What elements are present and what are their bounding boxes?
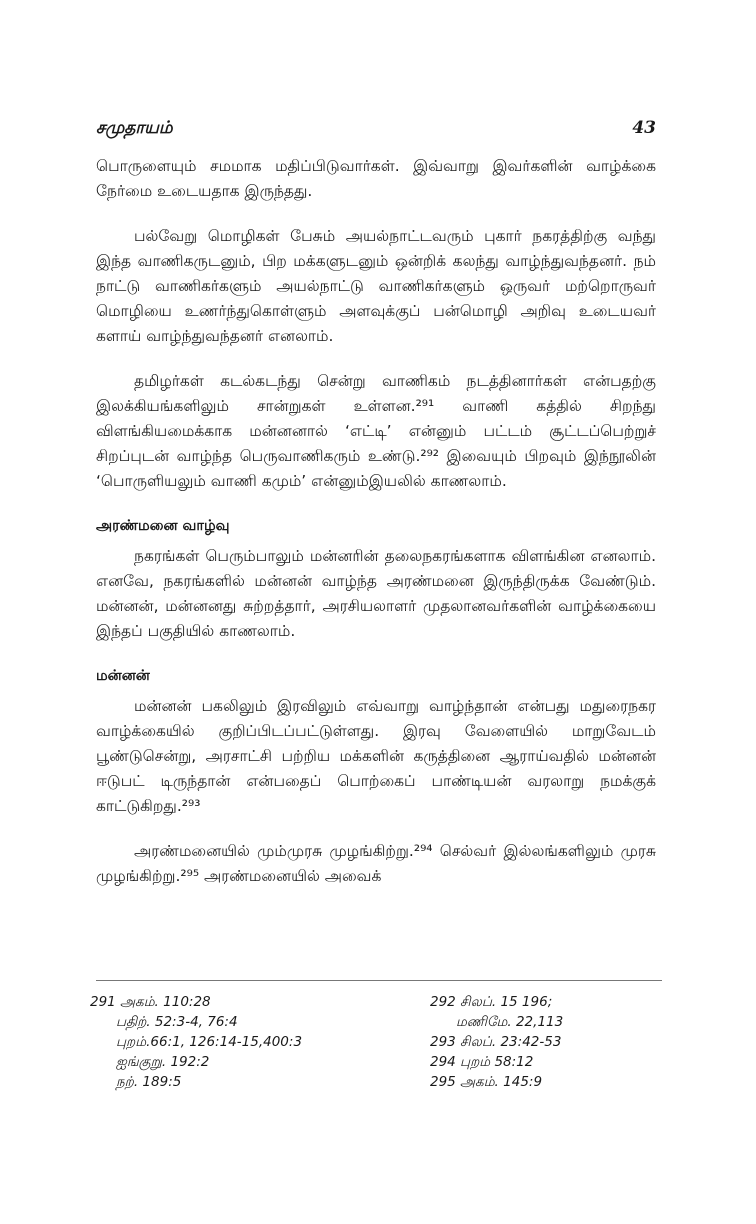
paragraph-3: தமிழர்கள் கடல்கடந்து சென்று வாணிகம் நடத்தினார்கள் என்பதற்கு இலக்கியங்களிலும் சான்றுகள் உள்ளன.²⁹¹ வாணி கத்தில் சிறந்து விளங்கியமைக்காக மன்னனால் ‘எட்டி’ என்னும் பட்டம் சூட்டப்பெற்றுச் சிறப்புடன் வாழ்ந்த பெருவாணிகரும் உண்டு.²⁹² இவையும் பிறவும் இந்நூலின் ‘பொருளியலும் வாணி கமும்’ என்னும்இயலில் காணலாம்.	[96, 372, 656, 490]
footnote-line: புறம்.66:1, 126:14-15,400:3	[116, 1034, 303, 1050]
footnote-divider	[96, 980, 662, 981]
footnote-line: 291 அகம். 110:28	[90, 994, 211, 1010]
footnote-line: நற். 189:5	[116, 1074, 182, 1090]
footnotes-left-column	[90, 992, 390, 1092]
page-number: 43	[632, 118, 656, 138]
paragraph-6: அரண்மனையில் மும்முரசு முழங்கிற்று.²⁹⁴ செல்வர் இல்லங்களிலும் முரசு முழங்கிற்று.²⁹⁵ அரண்மனையில் அவைக்	[96, 842, 656, 885]
paragraph-4: நகரங்கள் பெரும்பாலும் மன்னரின் தலைநகரங்களாக விளங்கின எனலாம். எனவே, நகரங்களில் மன்னன் வாழ்ந்த அரண்மனை இருந்திருக்க வேண்டும். மன்னன், மன்னனது சுற்றத்தார், அரசியலாளர் முதலானவர்களின் வாழ்க்கையை இந்தப் பகுதியில் காணலாம்.	[96, 547, 656, 640]
footnote-line: மணிமே. 22,113	[456, 1014, 564, 1030]
page-content	[96, 118, 656, 889]
section-heading-palace-life: அரண்மனை வாழ்வு	[96, 518, 230, 534]
running-title: சமுதாயம்	[96, 118, 173, 138]
footnote-line: ஐங்குறு. 192:2	[116, 1054, 210, 1070]
footnotes-right-column	[430, 992, 670, 1092]
paragraph-5: மன்னன் பகலிலும் இரவிலும் எவ்வாறு வாழ்ந்தான் என்பது மதுரைநகர வாழ்க்கையில் குறிப்பிடப்பட்டுள்ளது. இரவு வேளையில் மாறுவேடம் பூண்டுசென்று, அரசாட்சி பற்றிய மக்களின் கருத்தினை ஆராய்வதில் மன்னன் ஈடுபட் டிருந்தான் என்பதைப் பொற்கைப் பாண்டியன் வரலாறு நமக்குக் காட்டுகிறது.²⁹³	[96, 697, 656, 815]
paragraph-1: பொருளையும் சமமாக மதிப்பிடுவார்கள். இவ்வாறு இவர்களின் வாழ்க்கை நேர்மை உடையதாக இருந்தது.	[96, 157, 656, 200]
running-head	[96, 118, 656, 154]
footnote-line: 293 சிலப். 23:42-53	[430, 1034, 562, 1050]
paragraph-2: பல்வேறு மொழிகள் பேசும் அயல்நாட்டவரும் புகார் நகரத்திற்கு வந்து இந்த வாணிகருடனும், பிற மக்களுடனும் ஒன்றிக் கலந்து வாழ்ந்துவந்தனர். நம் நாட்டு வாணிகர்களும் அயல்நாட்டு வாணிகர்களும் ஒருவர் மற்றொருவர் மொழியை உணர்ந்துகொள்ளும் அளவுக்குப் பன்மொழி அறிவு உடையவர் களாய் வாழ்ந்துவந்தனர் எனலாம்.	[96, 227, 656, 345]
footnote-line: பதிற். 52:3-4, 76:4	[116, 1014, 238, 1030]
footnote-line: 292 சிலப். 15 196;	[430, 994, 553, 1010]
footnote-line: 295 அகம். 145:9	[430, 1074, 543, 1090]
footnotes	[90, 992, 670, 1092]
section-heading-king: மன்னன்	[96, 668, 150, 684]
footnote-line: 294 புறம் 58:12	[430, 1054, 534, 1070]
